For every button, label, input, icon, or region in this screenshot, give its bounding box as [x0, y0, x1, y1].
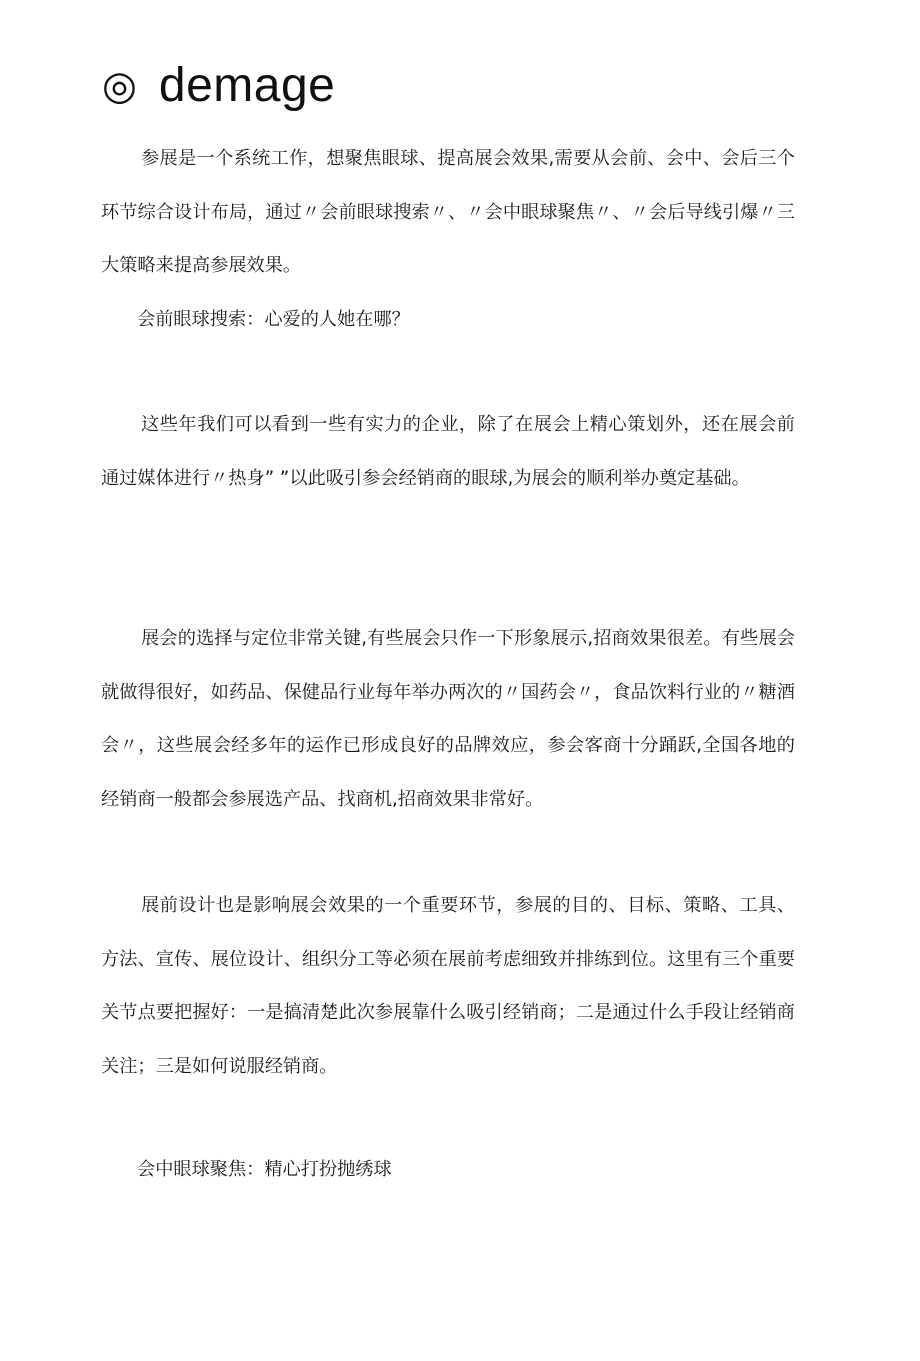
paragraph-media-warmup: 这些年我们可以看到一些有实力的企业，除了在展会上精心策划外，还在展会前通过媒体进行〃热身” ”以此吸引参会经销商的眼球,为展会的顺利举办奠定基础。 — [101, 414, 795, 489]
paragraph-pre-show-design: 展前设计也是影响展会效果的一个重要环节，参展的目的、目标、策略、工具、方法、宣传、展位设计、组织分工等必须在展前考虑细致并排练到位。这里有三个重要关节点要把握好：一是搞清楚此次参展靠什么吸引经销商；二是通过什么手段让经销商关注；三是如何说服经销商。 — [101, 895, 795, 1077]
section-heading-in-show: 会中眼球聚焦：精心打扮抛绣球 — [137, 1159, 392, 1180]
circle-mark-icon: ◎ — [102, 64, 137, 108]
paragraph-intro: 参展是一个系统工作，想聚焦眼球、提高展会效果,需要从会前、会中、会后三个环节综合设计布局，通过〃会前眼球搜索〃、〃会中眼球聚焦〃、〃会后导线引爆〃三大策略来提高参展效果。 — [101, 148, 795, 276]
document-header — [102, 56, 335, 116]
section-heading-pre-show: 会前眼球搜索：心爱的人她在哪？ — [137, 309, 410, 330]
paragraph-show-selection: 展会的选择与定位非常关键,有些展会只作一下形象展示,招商效果很差。有些展会就做得很好，如药品、保健品行业每年举办两次的〃国药会〃，食品饮料行业的〃糖酒会〃，这些展会经多年的运作已形成良好的品牌效应，参会客商十分踊跃,全国各地的经销商一般都会参展选产品、找商机,招商效果非常好。 — [101, 628, 795, 810]
document-title: demage — [158, 59, 336, 112]
